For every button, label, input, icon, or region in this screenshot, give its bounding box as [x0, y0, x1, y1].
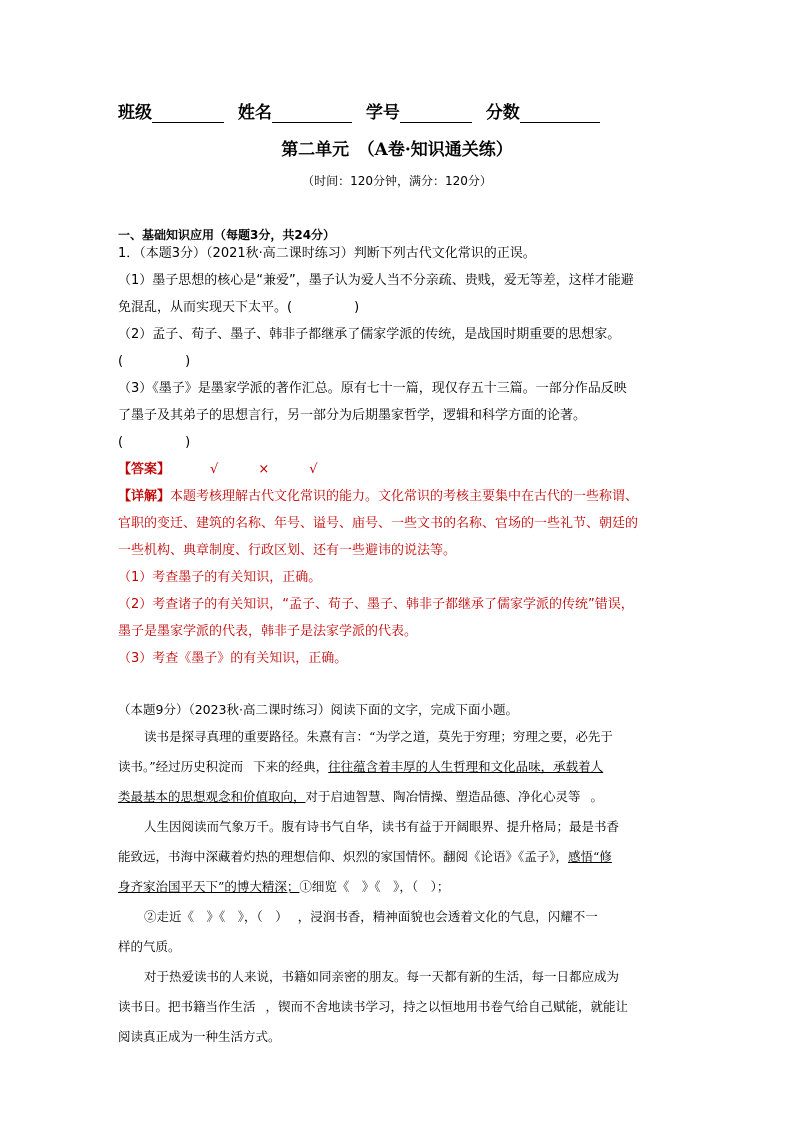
passage-p1-line-1: 读书是探寻真理的重要路径。朱熹有言：“为学之道，莫先于穷理；穷理之要，必先于 [144, 729, 613, 744]
name-blank[interactable] [272, 105, 352, 123]
student-id-blank[interactable] [400, 105, 472, 123]
passage-p3-line-3: 阅读真正成为一种生活方式。 [118, 1029, 281, 1044]
explanation-line-3: 一些机构、典章制度、行政区划、还有一些避讳的说法等。 [118, 543, 457, 558]
passage-text: 下来的经典， [253, 759, 329, 774]
page-title: 第二单元 （A卷·知识通关练） [281, 140, 513, 160]
underlined-sentence: 身齐家治国平天下”的博大精深； [118, 879, 300, 894]
score-label: 分数 [485, 103, 520, 123]
answer-mark-3: √ [309, 462, 318, 477]
passage-text: ①细览《 》《 》，（ ）； [299, 879, 450, 894]
name-label: 姓名 [237, 103, 272, 123]
passage-text: 读书。”经过历史积淀而 [118, 759, 244, 774]
explanation-label: 【详解】 [118, 489, 171, 504]
passage-p2-line-2 [118, 842, 683, 872]
reading-passage [118, 722, 683, 1052]
explanation-point-1: （1）考查墨子的有关知识，正确。 [118, 570, 322, 585]
paren-open: ( [118, 354, 124, 369]
explanation-line-1 [118, 483, 683, 510]
question-1 [118, 240, 683, 672]
passage-p3-line-1: 对于热爱读书的人来说，书籍如同亲密的朋友。每一天都有新的生活，每一日都应成为 [144, 969, 620, 984]
paren-close: ) [185, 435, 191, 450]
paren-close: ) [185, 354, 191, 369]
question-1-item-1-line-2 [118, 294, 683, 321]
explanation-point-2b: 墨子是墨家学派的代表，韩非子是法家学派的代表。 [118, 624, 418, 639]
question-1-item-3-line-2: 了墨子及其弟子的思想言行，另一部分为后期墨家哲学，逻辑和科学方面的论著。 [118, 408, 587, 423]
passage-text: 能致远，书海中深藏着灼热的理想信仰、炽烈的家国情怀。翻阅《论语》《孟子》， [118, 849, 569, 864]
passage-text: 。 [590, 789, 604, 804]
question-2-stem: （本题9分）（2023秋·高二课时练习）阅读下面的文字，完成下面小题。 [118, 702, 518, 717]
fill-blank-1[interactable] [243, 752, 253, 782]
passage-p2-line-3 [118, 872, 683, 902]
passage-text: 对于启迪智慧、陶冶情操、塑造品德、净化心灵等 [305, 789, 581, 804]
question-1-item-1-line-1: （1）墨子思想的核心是“兼爱”，墨子认为爱人当不分亲疏、贵贱，爱无等差，这样才能避 [118, 273, 634, 288]
answer-label: 【答案】 [118, 462, 171, 477]
passage-p2-line-1: 人生因阅读而气象万千。腹有诗书气自华，读书有益于开阔眼界、提升格局；最是书香 [144, 819, 620, 834]
class-label: 班级 [118, 103, 152, 123]
underlined-sentence: 感悟“修 [568, 849, 612, 864]
paren-open: ( [118, 435, 124, 450]
question-1-item-2-paren [118, 348, 683, 375]
passage-text: 读书日。把书籍当作生活 [118, 999, 256, 1014]
explanation-point-2a: （2）考查诸子的有关知识，“孟子、荀子、墨子、韩非子都继承了儒家学派的传统”错误， [118, 597, 634, 612]
fill-blank-3[interactable] [288, 902, 298, 932]
underlined-sentence: 往往蕴含着丰厚的人生哲理和文化品味，承载着人 [328, 759, 604, 774]
page-subtitle: （时间：120分钟，满分：120分） [302, 174, 492, 188]
passage-p2-line-5: 样的气质。 [118, 939, 181, 954]
answer-line [118, 456, 683, 483]
student-info-header [118, 98, 608, 123]
question-1-item-1-close: ) [354, 300, 360, 315]
passage-p3-line-2 [118, 992, 683, 1022]
class-blank[interactable] [152, 105, 224, 123]
explanation-line-2: 官职的变迁、建筑的名称、年号、谥号、庙号、一些文书的名称、官场的一些礼节、朝廷的 [118, 516, 639, 531]
passage-p2-line-4 [118, 902, 683, 932]
fill-blank-4[interactable] [256, 992, 266, 1022]
question-1-item-3-paren [118, 429, 683, 456]
explanation [118, 483, 683, 672]
passage-text: ，浸润书香，精神面貌也会透着文化的气息，闪耀不一 [297, 909, 598, 924]
answer-mark-2: × [258, 462, 270, 477]
passage-p1-line-3 [118, 782, 683, 812]
question-1-item-2: （2）孟子、荀子、墨子、韩非子都继承了儒家学派的传统，是战国时期重要的思想家。 [118, 327, 621, 342]
question-1-stem: 1．（本题3分）（2021秋·高二课时练习）判断下列古代文化常识的正误。 [118, 246, 536, 261]
explanation-text-1: 本题考核理解古代文化常识的能力。文化常识的考核主要集中在古代的一些称谓、 [170, 489, 639, 504]
answer-mark-1: √ [210, 462, 219, 477]
passage-text: ②走近《 》《 》，（ ） [144, 909, 288, 924]
section-heading: 一、基础知识应用（每题3分，共24分） [118, 228, 336, 242]
question-1-item-1-text: 免混乱，从而实现天下太平。( [118, 300, 293, 315]
fill-blank-2[interactable] [581, 782, 591, 812]
score-blank[interactable] [520, 105, 600, 123]
underlined-sentence: 类最基本的思想观念和价值取向， [118, 789, 306, 804]
explanation-point-3: （3）考查《墨子》的有关知识，正确。 [118, 651, 348, 666]
passage-p1-line-2 [118, 752, 683, 782]
question-1-item-3-line-1: （3）《墨子》是墨家学派的著作汇总。原有七十一篇，现仅存五十三篇。一部分作品反映 [118, 381, 627, 396]
passage-text: ，锲而不舍地读书学习，持之以恒地用书卷气给自己赋能，就能让 [265, 999, 629, 1014]
student-id-label: 学号 [365, 103, 400, 123]
